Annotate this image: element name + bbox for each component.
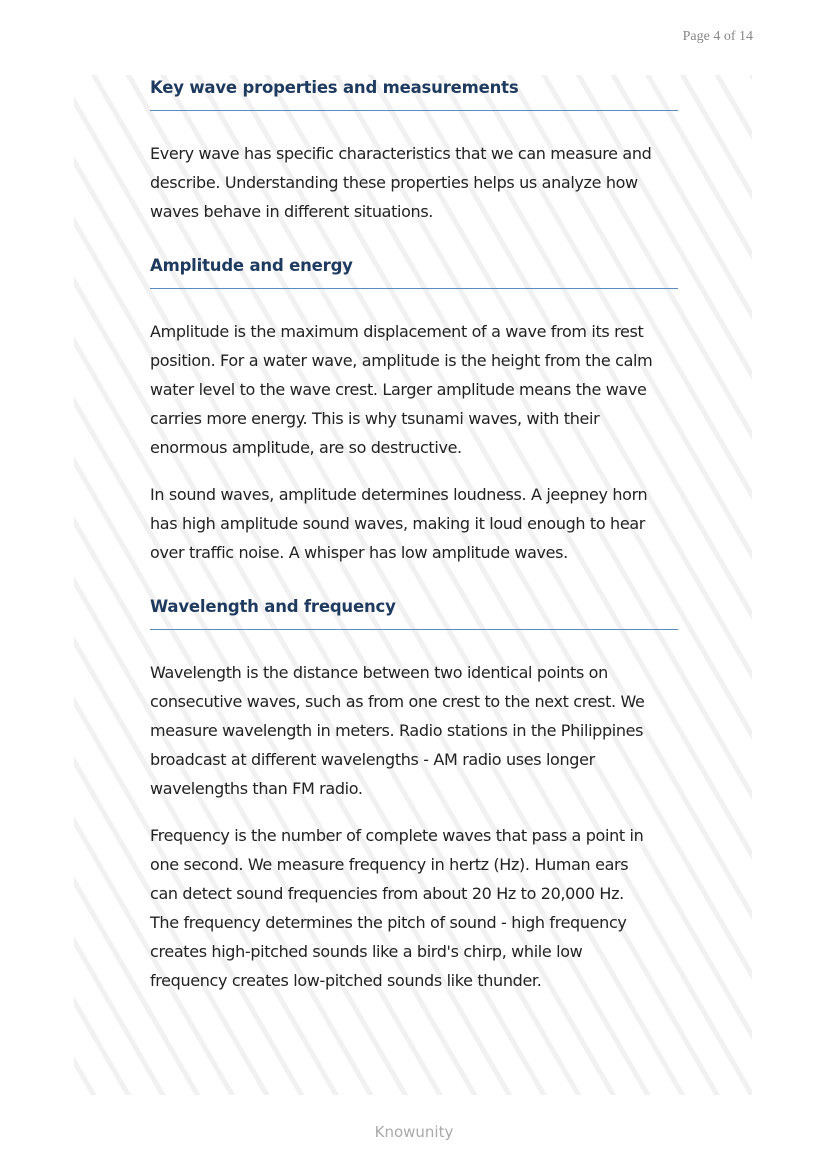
- paragraph-line: describe. Understanding these properties helps us analyze how: [150, 173, 638, 192]
- paragraph: [150, 317, 678, 462]
- paragraph-line: one second. We measure frequency in hertz (Hz). Human ears: [150, 855, 629, 874]
- document-content: [150, 76, 678, 995]
- paragraph-line: broadcast at different wavelengths - AM radio uses longer: [150, 750, 595, 769]
- section-heading: Amplitude and energy: [150, 254, 678, 289]
- paragraph: [150, 139, 678, 226]
- paragraph: [150, 480, 678, 567]
- paragraph-line: carries more energy. This is why tsunami waves, with their: [150, 409, 600, 428]
- page-number: Page 4 of 14: [682, 29, 753, 44]
- paragraph-line: Every wave has specific characteristics that we can measure and: [150, 144, 652, 163]
- paragraph-line: frequency creates low-pitched sounds like thunder.: [150, 971, 542, 990]
- paragraph-line: Frequency is the number of complete waves that pass a point in: [150, 826, 644, 845]
- section-heading: Key wave properties and measurements: [150, 76, 678, 111]
- paragraph-line: has high amplitude sound waves, making it loud enough to hear: [150, 514, 646, 533]
- paragraph-line: The frequency determines the pitch of sound - high frequency: [150, 913, 627, 932]
- paragraph-line: water level to the wave crest. Larger amplitude means the wave: [150, 380, 647, 399]
- paragraph-line: consecutive waves, such as from one crest to the next crest. We: [150, 692, 645, 711]
- paragraph: [150, 821, 678, 995]
- paragraph: [150, 658, 678, 803]
- paragraph-line: position. For a water wave, amplitude is the height from the calm: [150, 351, 653, 370]
- paragraph-line: measure wavelength in meters. Radio stations in the Philippines: [150, 721, 644, 740]
- footer-brand: Knowunity: [374, 1123, 454, 1141]
- paragraph-line: Wavelength is the distance between two identical points on: [150, 663, 608, 682]
- paragraph-line: enormous amplitude, are so destructive.: [150, 438, 462, 457]
- paragraph-line: can detect sound frequencies from about 20 Hz to 20,000 Hz.: [150, 884, 624, 903]
- paragraph-line: Amplitude is the maximum displacement of a wave from its rest: [150, 322, 644, 341]
- paragraph-line: wavelengths than FM radio.: [150, 779, 363, 798]
- paragraph-line: creates high-pitched sounds like a bird's chirp, while low: [150, 942, 583, 961]
- paragraph-line: waves behave in different situations.: [150, 202, 434, 221]
- paragraph-line: over traffic noise. A whisper has low amplitude waves.: [150, 543, 568, 562]
- paragraph-line: In sound waves, amplitude determines loudness. A jeepney horn: [150, 485, 648, 504]
- section-heading: Wavelength and frequency: [150, 595, 678, 630]
